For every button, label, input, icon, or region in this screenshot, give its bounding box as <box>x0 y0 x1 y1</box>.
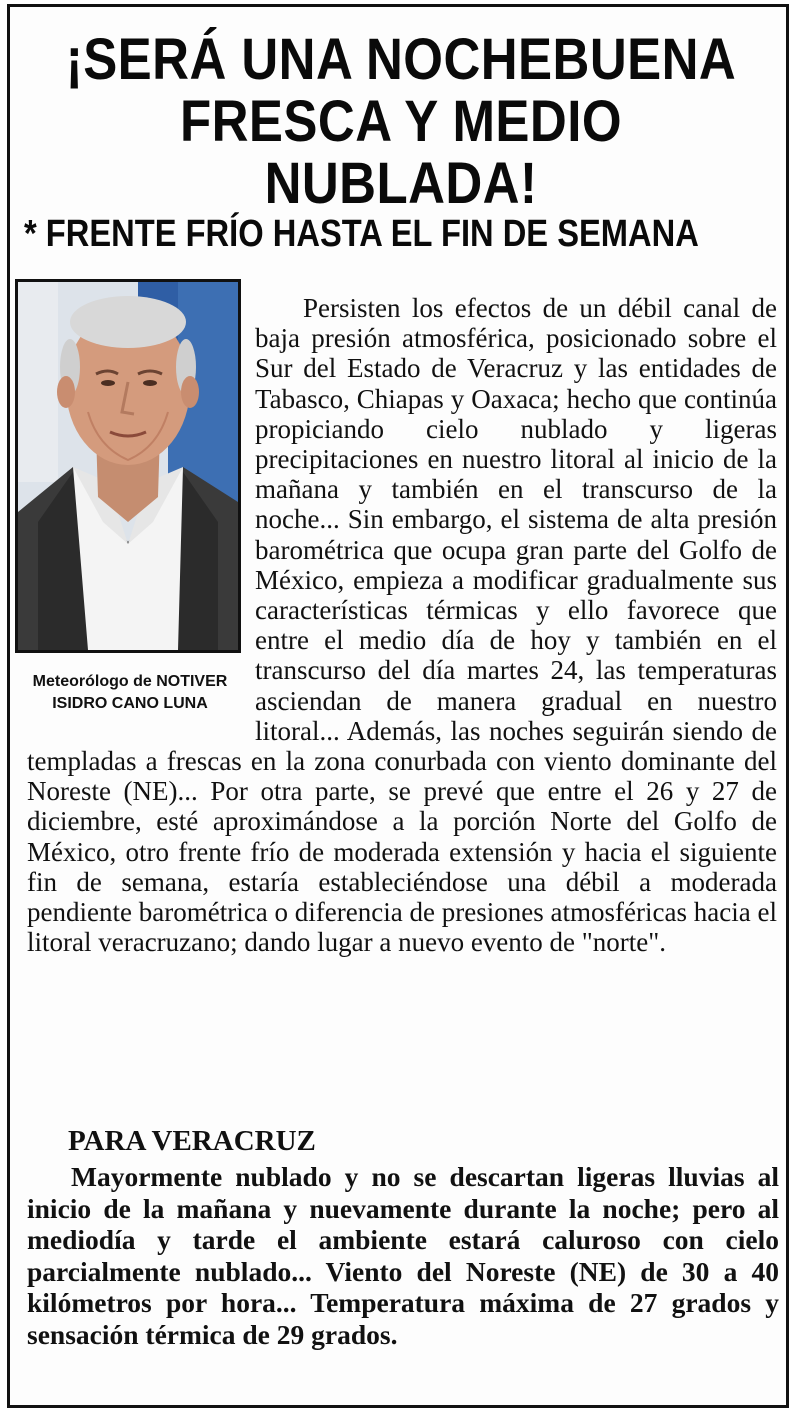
photo-wrap-space <box>27 293 255 741</box>
article-frame <box>7 4 789 1408</box>
headline: ¡SERÁ UNA NOCHEBUENA FRESCA Y MEDIO NUBLADA! <box>65 27 737 216</box>
caption-name: ISIDRO CANO LUNA <box>52 695 208 712</box>
forecast-text: Mayormente nublado y no se descartan ligeras lluvias al inicio de la mañana y nuevamente durante la noche; pero al mediodía y tarde el ambiente estará caluroso con cielo parcialmente nublado... Viento del Noreste (NE) de 30 a 40 kilómetros por hora... Temperatura máxima de 27 grados y sensación térmica de 29 grados. <box>27 1161 779 1350</box>
article-body <box>27 293 777 957</box>
caption-title: Meteorólogo de NOTIVER <box>32 673 228 690</box>
subheadline: * FRENTE FRÍO HASTA EL FIN DE SEMANA <box>24 213 699 255</box>
article-body-text: Persisten los efectos de un débil canal de baja presión atmosférica, posicionado sobre el Sur del Estado de Veracruz y las entidades de Tabasco, Chiapas y Oaxaca; hecho que continúa propiciando cielo nublado y ligeras precipitaciones en nuestro litoral al inicio de la mañana y también en el transcurso de la noche... Sin embargo, el sistema de alta presión barométrica que ocupa gran parte del Golfo de México, empieza a modificar gradualmente sus características térmicas y ello favorece que entre el medio día de hoy y también en el transcurso del día martes 24, las temperaturas asciendan de manera gradual en nuestro litoral... Además, las noches seguirán siendo de templadas a frescas en la zona conurbada con viento dominante del Noreste (NE)... Por otra parte, se prevé que entre el 26 y 27 de diciembre, esté aproximándose a la porción Norte del Golfo de México, otro frente frío de moderada extensión y hacia el siguiente fin de semana, estaría estableciéndose una débil a moderada pendiente barométrica o diferencia de presiones atmosféricas hacia el litoral veracruzano; dando lugar a nuevo evento de "norte". <box>27 293 777 958</box>
forecast-title: PARA VERACRUZ <box>68 1125 316 1157</box>
